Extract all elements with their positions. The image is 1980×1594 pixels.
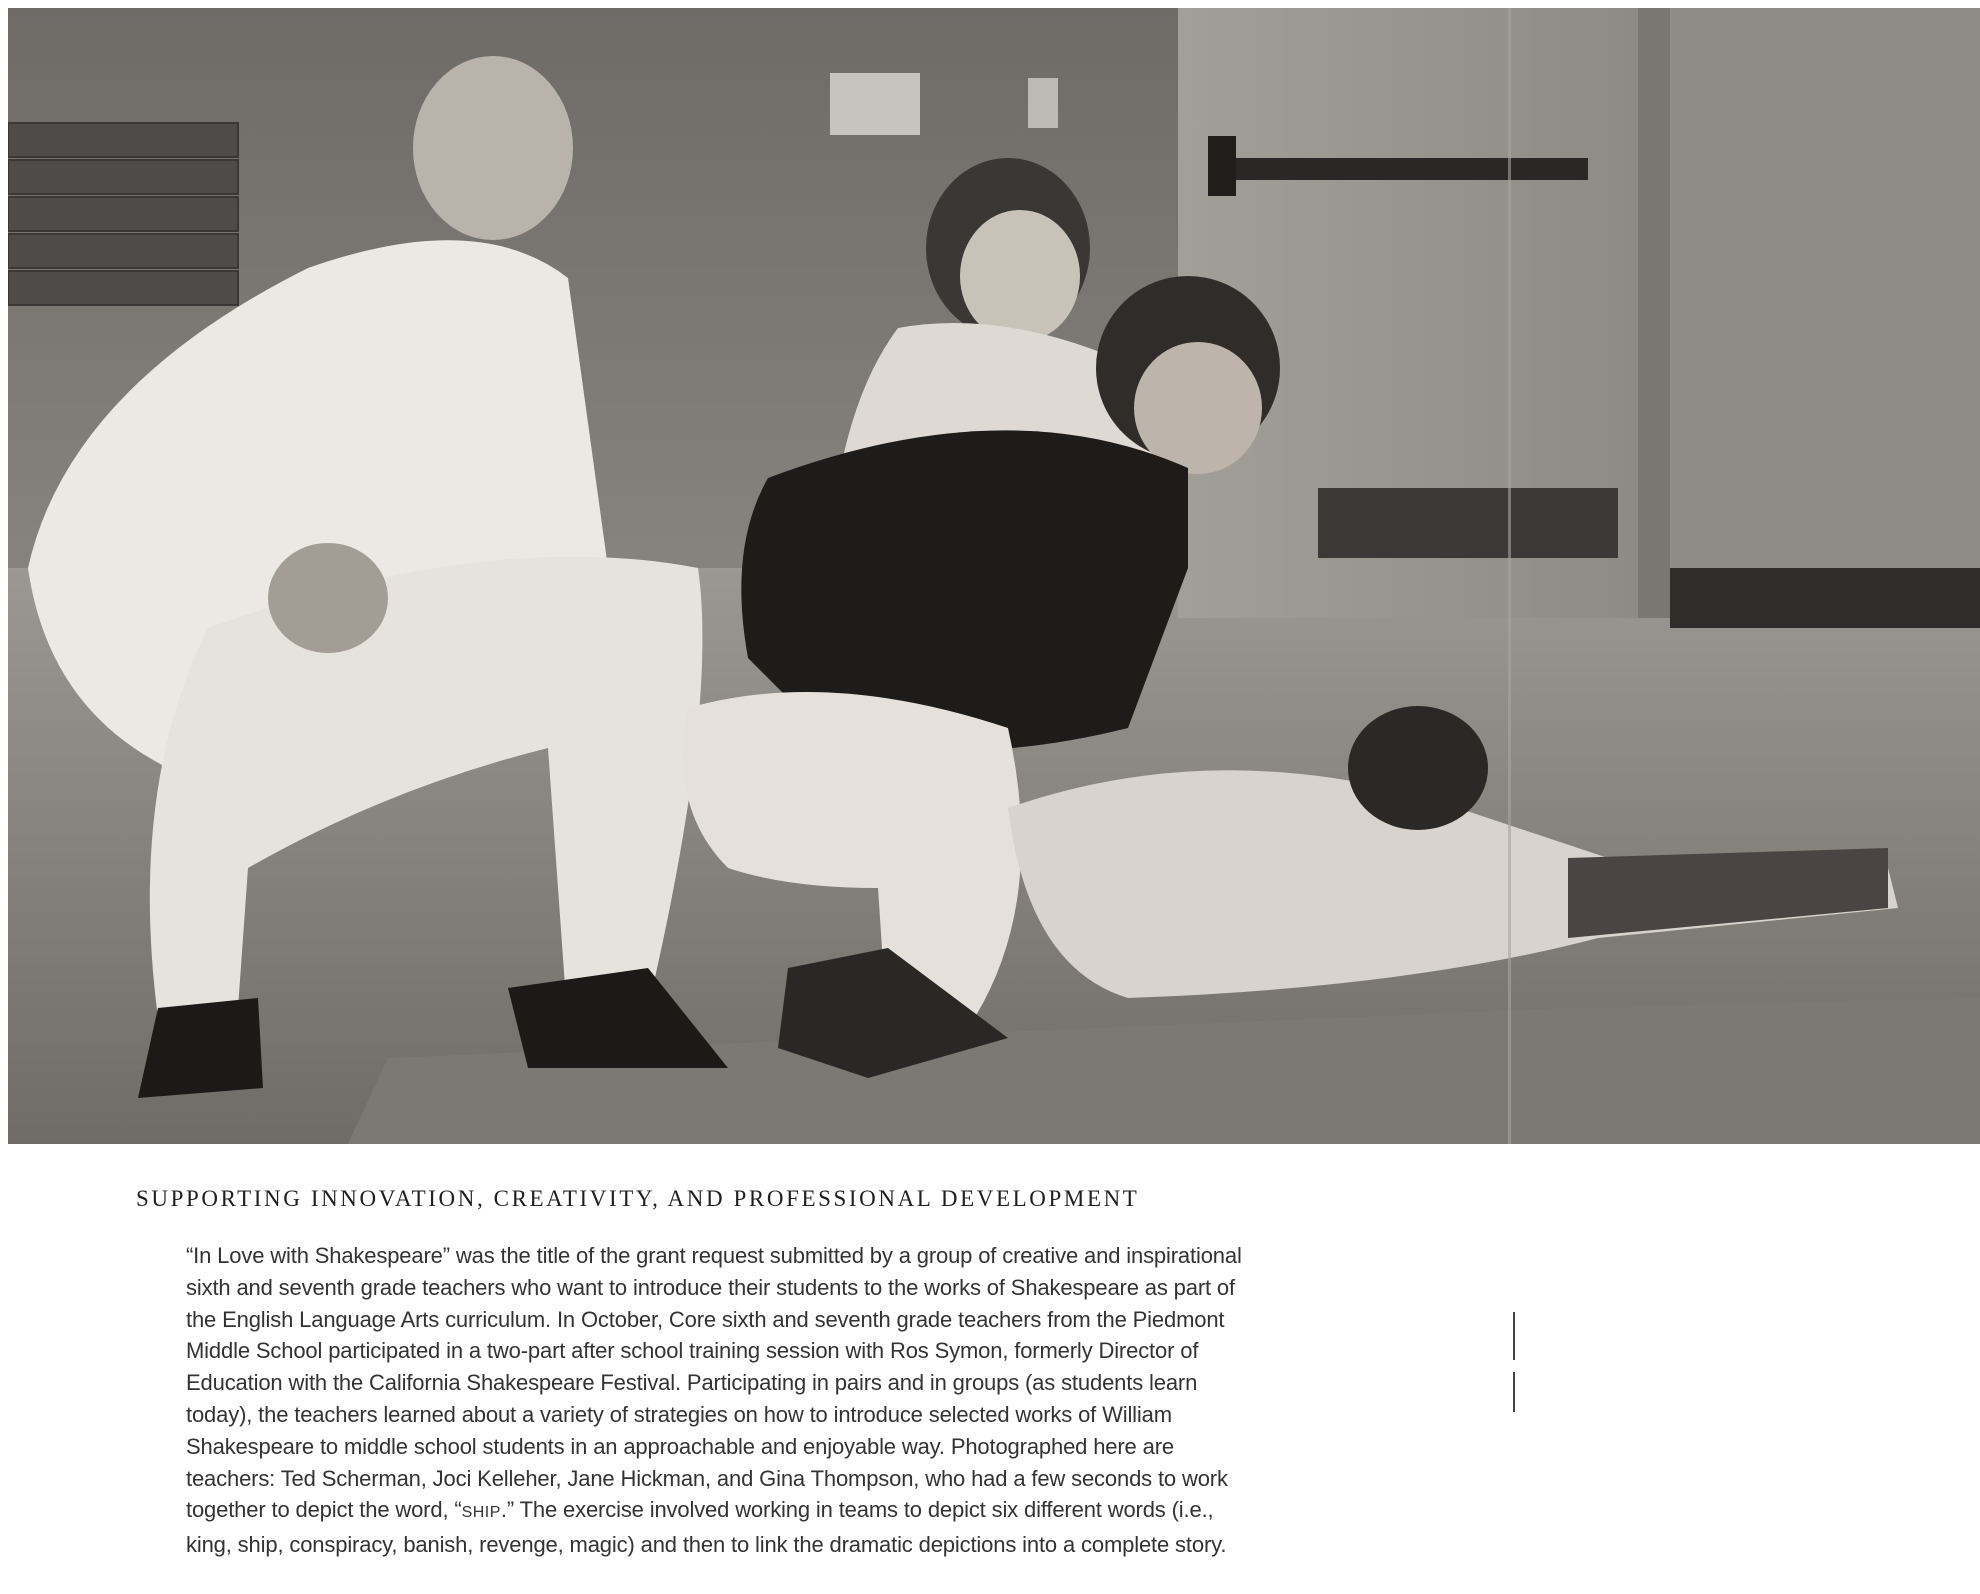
teachers-photo <box>8 8 1980 1144</box>
paragraph-line: king, ship, conspiracy, banish, revenge, magic) and then to link the dramatic depictions into a complete story. <box>186 1532 1227 1558</box>
paragraph-line: today), the teachers learned about a variety of strategies on how to introduce selected works of William <box>186 1401 1172 1427</box>
paragraph-line: the English Language Arts curriculum. In October, Core sixth and seventh grade teachers from the Piedmont <box>186 1306 1225 1332</box>
line-text-after: .” The exercise involved working in teams to depict six different words (i.e., <box>500 1497 1214 1523</box>
line-text-before: together to depict the word, “ <box>186 1497 462 1523</box>
paragraph-line: sixth and seventh grade teachers who want to introduce their students to the works of Shakespeare as part of <box>186 1274 1235 1300</box>
body-paragraph <box>186 1240 1496 1561</box>
paragraph-line: Shakespeare to middle school students in an approachable and enjoyable way. Photographed here are <box>186 1433 1174 1459</box>
paragraph-line: Education with the California Shakespeare Festival. Participating in pairs and in groups (as students learn <box>186 1370 1198 1396</box>
paragraph-line: Middle School participated in a two-part after school training session with Ros Symon, formerly Director of <box>186 1338 1199 1364</box>
paragraph-line: “In Love with Shakespeare” was the title of the grant request submitted by a group of creative and inspirational <box>186 1243 1242 1268</box>
smallcaps-word: SHIP <box>461 1504 501 1522</box>
margin-change-bar <box>1513 1372 1515 1412</box>
section-heading: SUPPORTING INNOVATION, CREATIVITY, AND PROFESSIONAL DEVELOPMENT <box>136 1186 1140 1211</box>
margin-change-bar <box>1513 1312 1515 1360</box>
paragraph-line <box>186 1494 1496 1529</box>
paragraph-line: teachers: Ted Scherman, Joci Kelleher, Jane Hickman, and Gina Thompson, who had a few seconds to work <box>186 1465 1228 1491</box>
